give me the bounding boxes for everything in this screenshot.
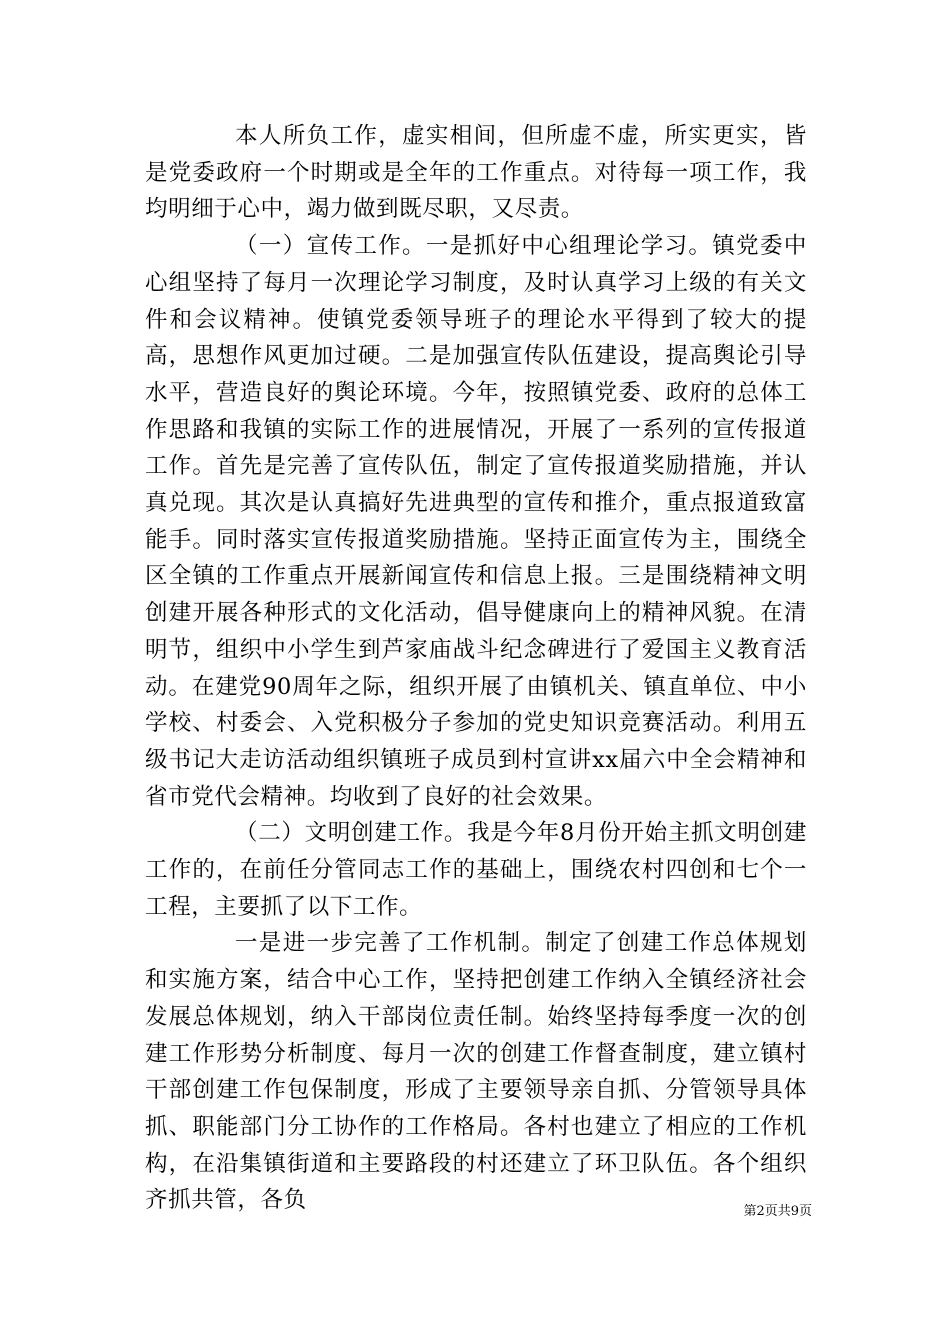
paragraph-publicity-work: （一）宣传工作。一是抓好中心组理论学习。镇党委中心组坚持了每月一次理论学习制度，及时认真学习上级的有关文件和会议精神。使镇党委领导班子的理论水平得到了较大的提高，思想作风更加过硬。二是加强宣传队伍建设，提高舆论引导水平，营造良好的舆论环境。今年，按照镇党委、政府的总体工作思路和我镇的实际工作的进展情况，开展了一系列的宣传报道工作。首先是完善了宣传队伍，制定了宣传报道奖励措施，并认真兑现。其次是认真搞好先进典型的宣传和推介，重点报道致富能手。同时落实宣传报道奖励措施。坚持正面宣传为主，围绕全区全镇的工作重点开展新闻宣传和信息上报。三是围绕精神文明创建开展各种形式的文化活动，倡导健康向上的精神风貌。在清明节，组织中小学生到芦家庙战斗纪念碑进行了爱国主义教育活动。在建党90周年之际，组织开展了由镇机关、镇直单位、中小学校、村委会、入党积极分子参加的党史知识竞赛活动。利用五级书记大走访活动组织镇班子成员到村宣讲xx届六中全会精神和省市党代会精神。均收到了良好的社会效果。 [145, 233, 807, 810]
paragraph-civilization-work: （二）文明创建工作。我是今年8月份开始主抓文明创建工作的，在前任分管同志工作的基础上，围绕农村四创和七个一工程，主要抓了以下工作。 [145, 820, 807, 920]
paragraph-intro: 本人所负工作，虚实相间，但所虚不虚，所实更实，皆是党委政府一个时期或是全年的工作重点。对待每一项工作，我均明细于心中，竭力做到既尽职，又尽责。 [145, 123, 807, 223]
paragraph-work-mechanism: 一是进一步完善了工作机制。制定了创建工作总体规划和实施方案，结合中心工作，坚持把创建工作纳入全镇经济社会发展总体规划，纳入干部岗位责任制。始终坚持每季度一次的创建工作形势分析制度、每月一次的创建工作督查制度，建立镇村干部创建工作包保制度，形成了主要领导亲自抓、分管领导具体抓、职能部门分工协作的工作格局。各村也建立了相应的工作机构，在沿集镇街道和主要路段的村还建立了环卫队伍。各个组织齐抓共管，各负 [145, 930, 807, 1214]
page-number-footer: 第2页共9页 [743, 1204, 812, 1219]
document-body [145, 118, 807, 1219]
